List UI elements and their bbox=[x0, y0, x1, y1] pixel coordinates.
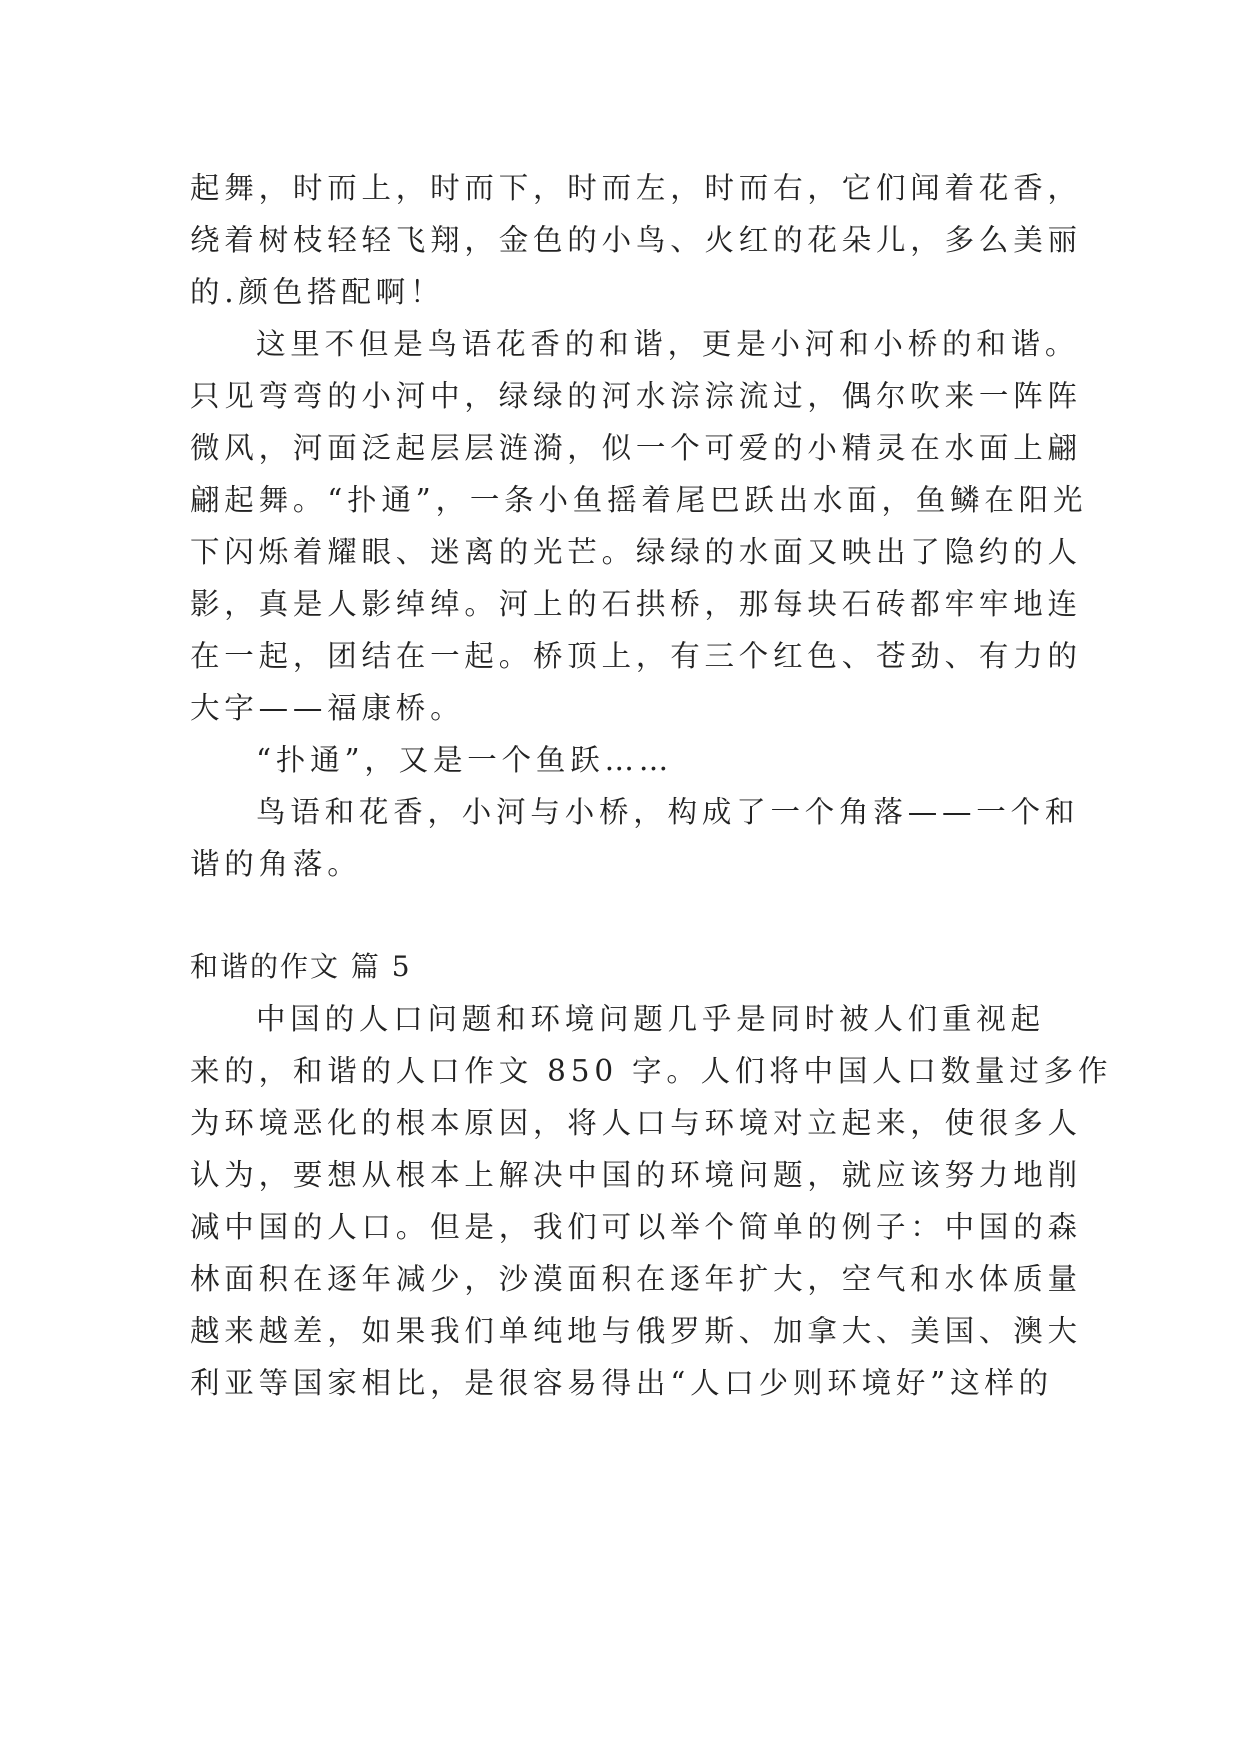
text-line: “扑通”，又是一个鱼跃…… bbox=[256, 743, 674, 777]
text-line: 绕着树枝轻轻飞翔，金色的小鸟、火红的花朵儿，多么美丽 bbox=[190, 223, 1082, 257]
text-line: 为环境恶化的根本原因，将人口与环境对立起来，使很多人 bbox=[190, 1106, 1082, 1140]
text-line: 这里不但是鸟语花香的和谐，更是小河和小桥的和谐。 bbox=[256, 327, 1080, 361]
text-line: 利亚等国家相比，是很容易得出“人口少则环境好”这样的 bbox=[190, 1366, 1053, 1400]
text-line: 影，真是人影绰绰。河上的石拱桥，那每块石砖都牢牢地连 bbox=[190, 587, 1082, 621]
text-line: 只见弯弯的小河中，绿绿的河水淙淙流过，偶尔吹来一阵阵 bbox=[190, 379, 1082, 413]
text-line: 的.颜色搭配啊！ bbox=[190, 275, 445, 309]
text-line: 越来越差，如果我们单纯地与俄罗斯、加拿大、美国、澳大 bbox=[190, 1314, 1082, 1348]
text-line: 微风，河面泛起层层涟漪，似一个可爱的小精灵在水面上翩 bbox=[190, 431, 1082, 465]
text-line: 减中国的人口。但是，我们可以举个简单的例子：中国的森 bbox=[190, 1210, 1082, 1244]
text-line: 中国的人口问题和环境问题几乎是同时被人们重视起 bbox=[256, 1002, 1045, 1036]
text-line: 在一起，团结在一起。桥顶上，有三个红色、苍劲、有力的 bbox=[190, 639, 1082, 673]
text-line: 大字——福康桥。 bbox=[190, 691, 465, 725]
text-line: 林面积在逐年减少，沙漠面积在逐年扩大，空气和水体质量 bbox=[190, 1262, 1082, 1296]
text-line: 来的，和谐的人口作文 850 字。人们将中国人口数量过多作 bbox=[190, 1054, 1113, 1088]
text-line: 鸟语和花香，小河与小桥，构成了一个角落——一个和 bbox=[256, 795, 1080, 829]
text-line: 认为，要想从根本上解决中国的环境问题，就应该努力地削 bbox=[190, 1158, 1082, 1192]
section-heading: 和谐的作文 篇 5 bbox=[190, 950, 412, 983]
text-line: 谐的角落。 bbox=[190, 847, 362, 881]
text-line: 下闪烁着耀眼、迷离的光芒。绿绿的水面又映出了隐约的人 bbox=[190, 535, 1082, 569]
text-line: 翩起舞。“扑通”，一条小鱼摇着尾巴跃出水面，鱼鳞在阳光 bbox=[190, 483, 1088, 517]
text-line: 起舞，时而上，时而下，时而左，时而右，它们闻着花香， bbox=[190, 171, 1082, 205]
